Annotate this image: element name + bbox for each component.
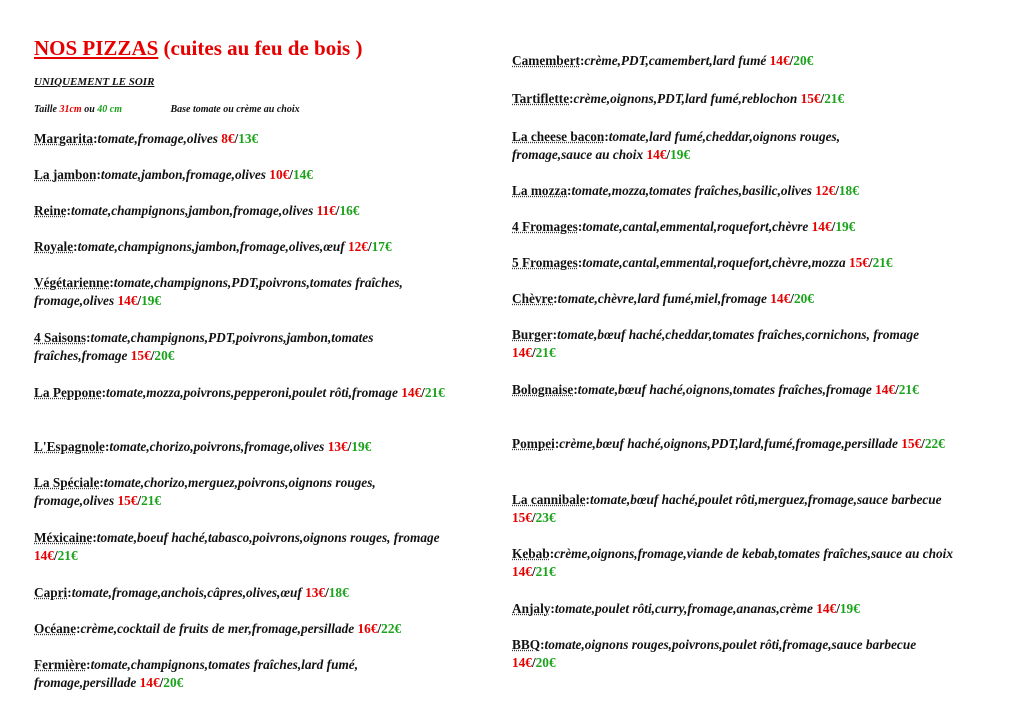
pizza-name: Végétarienne [34,275,110,290]
menu-item [34,584,474,602]
menu-item [512,381,942,399]
price-small: 10€ [269,167,290,182]
pizza-name: Reine [34,203,67,218]
menu-item [34,274,479,310]
price-large: 21€ [57,548,78,563]
price-small: 14€ [512,345,532,360]
price-small: 14€ [769,53,790,68]
separator: : [549,546,555,561]
pizza-name: Pompei [512,436,555,451]
price-separator: / [137,293,142,308]
menu-item [34,474,454,510]
separator: : [540,637,545,652]
pizza-name: Margarita [34,131,94,146]
menu-item [512,636,942,672]
price-large: 20€ [154,348,175,363]
base-choice: Base tomate ou crème au choix [170,104,300,115]
pizza-ingredients: tomate,mozza,tomates fraîches,basilic,olives [571,183,812,198]
pizza-name: L'Espagnole [34,439,105,454]
price-separator: / [234,131,239,146]
price-separator: / [159,675,164,690]
separator: : [73,239,78,254]
menu-item [512,326,942,362]
price-large: 17€ [371,239,392,254]
menu-item [34,656,434,692]
pizza-name: La Spéciale [34,475,100,490]
menu-item [34,329,464,365]
price-small: 14€ [512,655,532,670]
price-large: 20€ [535,655,556,670]
separator: : [86,330,91,345]
price-separator: / [836,601,840,616]
pizza-ingredients: tomate,jambon,fromage,olives [100,167,266,182]
separator: : [92,530,97,545]
price-large: 19€ [670,147,691,162]
menu-item [34,238,484,256]
price-small: 14€ [875,382,896,397]
pizza-name: La jambon [34,167,97,182]
price-large: 19€ [835,219,856,234]
pizza-ingredients: tomate,poulet rôti,curry,fromage,ananas,crème [554,601,813,616]
price-small: 11€ [316,203,336,218]
size-small: 31cm [59,104,82,115]
pizza-ingredients: crème,oignons,fromage,viande de kebab,tomates fraîches,sauce au choix [554,546,953,561]
size-or: ou [84,104,95,115]
price-large: 19€ [839,601,860,616]
menu-item [34,438,474,456]
price-separator: / [531,655,536,670]
price-separator: / [137,493,142,508]
price-small: 12€ [815,183,836,198]
price-large: 22€ [924,436,945,451]
price-large: 18€ [838,183,859,198]
separator: : [86,657,91,672]
pizza-name: 4 Saisons [34,330,87,345]
page-title [34,36,362,61]
size-large: 40 cm [97,104,122,115]
pizza-ingredients: tomate,bœuf haché,poulet rôti,merguez,fromage,sauce barbecue [589,492,942,507]
menu-item [512,254,982,272]
pizza-name: La mozza [512,183,568,198]
price-separator: / [921,436,925,451]
separator: : [585,492,590,507]
pizza-ingredients: tomate,cantal,emmental,roquefort,chèvre,mozza [582,255,846,270]
pizza-name: La cannibale [512,492,586,507]
title-main: NOS PIZZAS [34,36,159,60]
price-small: 14€ [512,564,532,579]
separator: : [76,621,81,636]
separator: : [567,183,572,198]
separator: : [99,475,104,490]
pizza-name: Océane [34,621,77,636]
pizza-ingredients: tomate,champignons,jambon,fromage,olives,œuf [77,239,345,254]
separator: : [93,131,98,146]
evening-only-note: UNIQUEMENT LE SOIR [34,76,155,88]
pizza-ingredients: crème,PDT,camembert,lard fumé [584,53,767,68]
price-separator: / [325,585,329,600]
price-small: 14€ [401,385,422,400]
separator: : [101,385,107,400]
price-small: 14€ [816,601,837,616]
pizza-name: Camembert [512,53,580,68]
pizza-name: Tartiflette [512,91,570,106]
menu-item [512,290,932,308]
menu-item [512,128,912,164]
price-small: 14€ [117,293,138,308]
pizza-ingredients: tomate,fromage,olives [97,131,218,146]
price-separator: / [335,203,340,218]
price-small: 15€ [117,493,138,508]
separator: : [554,436,560,451]
pizza-ingredients: tomate,chèvre,lard fumé,miel,fromage [557,291,767,306]
price-separator: / [531,345,536,360]
price-separator: / [367,239,372,254]
pizza-ingredients: tomate,lard fumé,cheddar,oignons rouges, fromage,sauce au choix [512,129,841,162]
price-small: 14€ [139,675,160,690]
menu-item [34,166,474,184]
price-small: 14€ [34,548,54,563]
price-separator: / [831,219,836,234]
price-separator: / [421,385,425,400]
separator: : [552,327,558,342]
pizza-ingredients: tomate,oignons rouges,poivrons,poulet rôti,fromage,sauce barbecue [544,637,917,652]
price-large: 14€ [292,167,313,182]
pizza-name: Capri [34,585,68,600]
price-separator: / [789,53,794,68]
menu-item [512,182,942,200]
price-separator: / [289,167,293,182]
pizza-ingredients: tomate,bœuf haché,oignons,tomates fraîches,fromage [577,382,872,397]
price-large: 19€ [351,439,372,454]
menu-item [512,545,982,581]
separator: : [604,129,609,144]
pizza-ingredients: tomate,fromage,anchois,câpres,olives,œuf [71,585,302,600]
price-small: 15€ [512,510,532,525]
menu-item [34,202,474,220]
pizza-ingredients: tomate,champignons,PDT,poivrons,jambon,tomates fraîches,fromage [34,330,374,363]
separator: : [579,53,585,68]
menu-item [512,90,932,108]
price-small: 16€ [357,621,378,636]
price-separator: / [347,439,352,454]
pizza-ingredients: tomate,chorizo,poivrons,fromage,olives [109,439,325,454]
price-separator: / [868,255,873,270]
pizza-ingredients: crème,bœuf haché,oignons,PDT,lard,fumé,fromage,persillade [559,436,898,451]
pizza-ingredients: tomate,bœuf haché,cheddar,tomates fraîches,cornichons, fromage [557,327,920,342]
separator: : [573,382,578,397]
pizza-name: BBQ [512,637,541,652]
price-large: 16€ [339,203,360,218]
price-large: 20€ [163,675,184,690]
price-large: 22€ [381,621,402,636]
price-separator: / [150,348,155,363]
pizza-name: Bolognaise [512,382,574,397]
pizza-ingredients: tomate,mozza,poivrons,pepperoni,poulet rôti,fromage [106,385,398,400]
pizza-name: 5 Fromages [512,255,578,270]
price-separator: / [895,382,899,397]
menu-item [34,620,479,638]
separator: : [550,601,555,616]
pizza-name: Fermière [34,657,87,672]
pizza-name: Anjaly [512,601,551,616]
price-separator: / [531,564,536,579]
price-small: 14€ [646,147,667,162]
pizza-ingredients: crème,cocktail de fruits de mer,fromage,persillade [80,621,355,636]
separator: : [66,203,71,218]
size-info [34,104,300,115]
price-large: 21€ [872,255,893,270]
separator: : [577,219,583,234]
separator: : [96,167,101,182]
price-separator: / [377,621,382,636]
price-small: 8€ [221,131,235,146]
price-small: 14€ [770,291,791,306]
pizza-name: Méxicaine [34,530,93,545]
price-small: 15€ [130,348,151,363]
pizza-name: 4 Fromages [512,219,578,234]
pizza-name: La Peppone [34,385,102,400]
price-separator: / [531,510,536,525]
price-small: 13€ [327,439,348,454]
menu-item [34,384,474,402]
pizza-name: Burger [512,327,553,342]
pizza-name: Chèvre [512,291,554,306]
pizza-ingredients: crème,oignons,PDT,lard fumé,reblochon [573,91,798,106]
menu-item [34,529,464,565]
price-large: 21€ [535,345,556,360]
menu-item [512,218,932,236]
price-small: 13€ [305,585,326,600]
pizza-name: La cheese bacon [512,129,605,144]
price-large: 18€ [328,585,349,600]
pizza-ingredients: tomate,boeuf haché,tabasco,poivrons,oignons rouges, fromage [96,530,440,545]
price-small: 14€ [811,219,832,234]
separator: : [553,291,558,306]
separator: : [569,91,574,106]
price-separator: / [835,183,839,198]
price-large: 23€ [535,510,556,525]
menu-item [512,435,982,453]
price-large: 21€ [898,382,919,397]
price-large: 21€ [824,91,845,106]
price-separator: / [790,291,794,306]
price-large: 19€ [141,293,162,308]
pizza-ingredients: tomate,cantal,emmental,roquefort,chèvre [582,219,809,234]
pizza-ingredients: tomate,champignons,tomates fraîches,lard fumé, fromage,persillade [34,657,359,690]
price-large: 20€ [793,53,814,68]
price-large: 21€ [424,385,445,400]
price-large: 21€ [535,564,556,579]
price-large: 21€ [141,493,162,508]
pizza-ingredients: tomate,chorizo,merguez,poivrons,oignons rouges, fromage,olives [34,475,376,508]
separator: : [109,275,114,290]
menu-item [512,491,962,527]
separator: : [577,255,583,270]
pizza-name: Royale [34,239,74,254]
price-separator: / [820,91,825,106]
menu-item [512,600,932,618]
price-large: 13€ [238,131,259,146]
separator: : [104,439,110,454]
price-separator: / [53,548,58,563]
pizza-ingredients: tomate,champignons,jambon,fromage,olives [70,203,314,218]
price-small: 15€ [848,255,869,270]
price-large: 20€ [793,291,814,306]
menu-item [512,52,912,70]
price-small: 15€ [800,91,821,106]
title-subtitle: (cuites au feu de bois ) [163,36,363,60]
size-prefix: Taille [34,104,57,115]
pizza-ingredients: tomate,champignons,PDT,poivrons,tomates fraîches, fromage,olives [34,275,403,308]
pizza-name: Kebab [512,546,550,561]
price-small: 15€ [901,436,922,451]
separator: : [67,585,72,600]
price-separator: / [666,147,671,162]
menu-item [34,130,474,148]
price-small: 12€ [347,239,368,254]
